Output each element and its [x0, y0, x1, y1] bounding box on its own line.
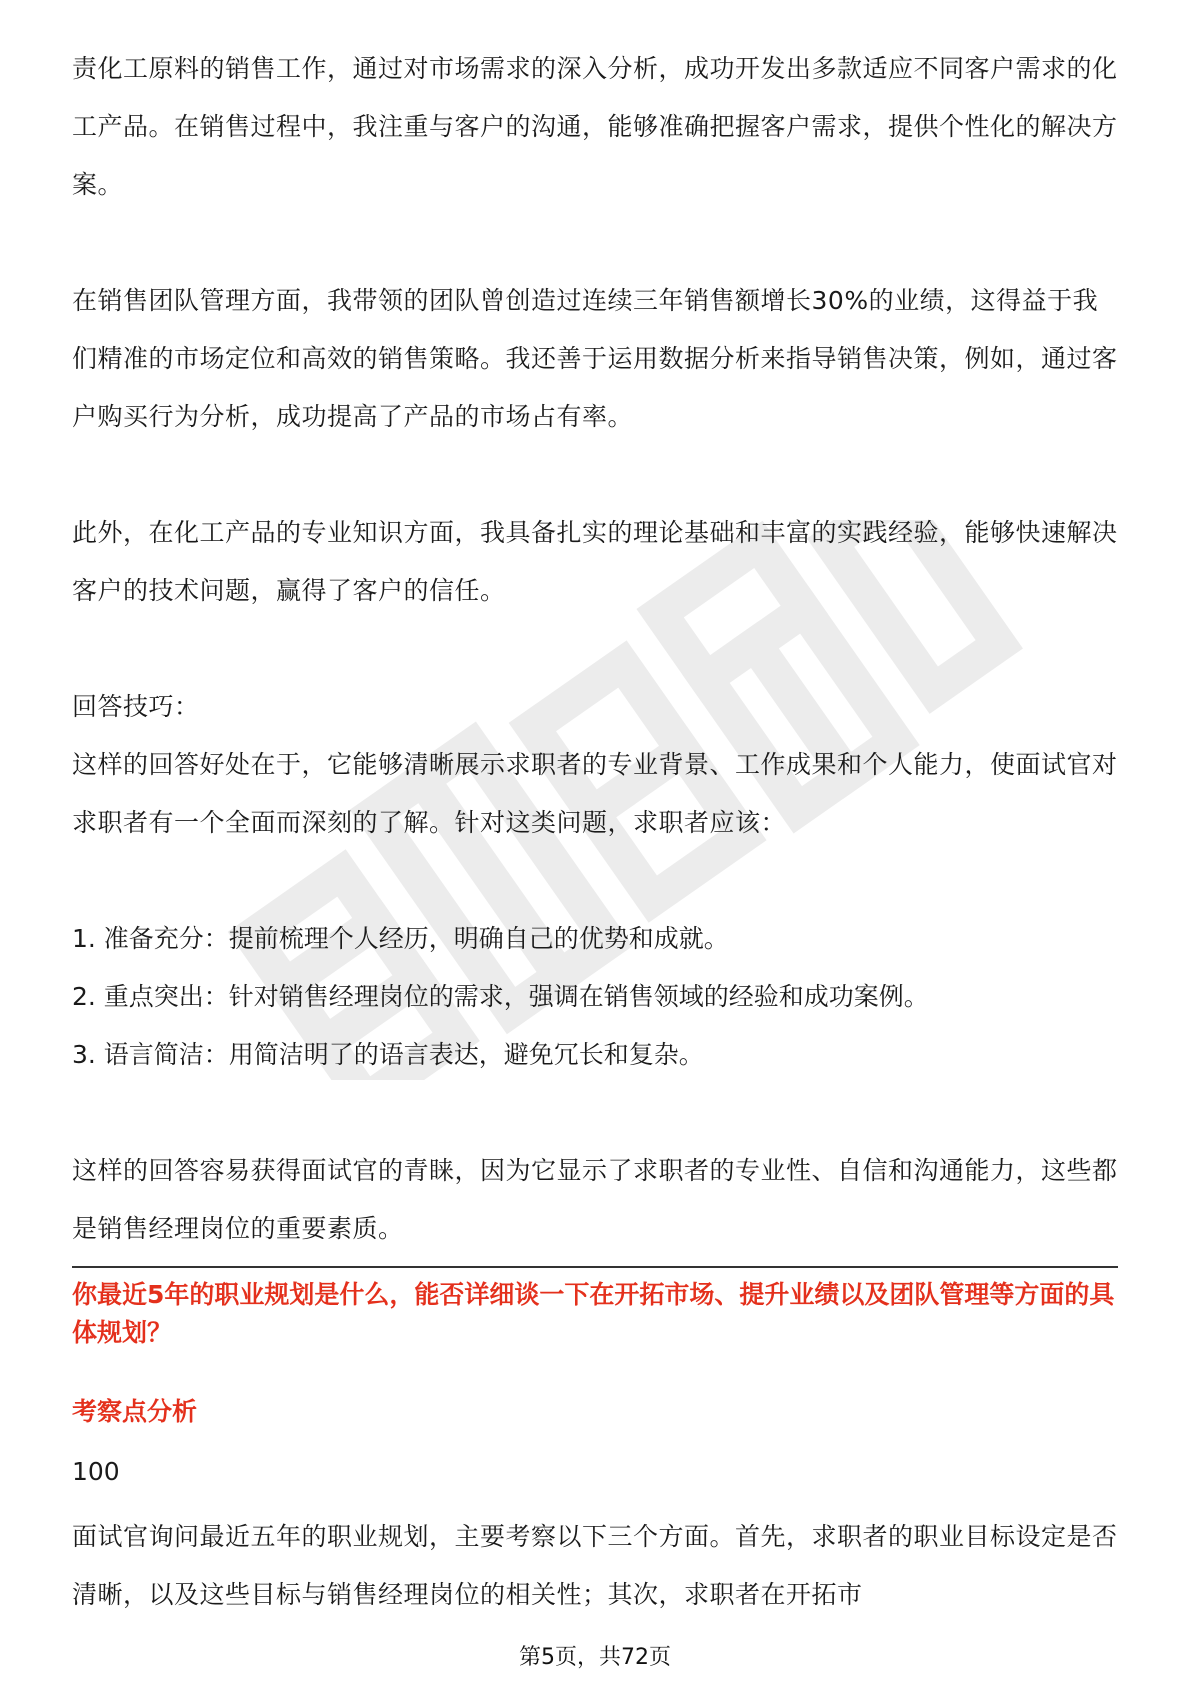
paragraph-1: 责化工原料的销售工作，通过对市场需求的深入分析，成功开发出多款适应不同客户需求的化工产品。在销售过程中，我注重与客户的沟通，能够准确把握客户需求，提供个性化的解决方案。	[72, 54, 1118, 199]
list-item: 2. 重点突出：针对销售经理岗位的需求，强调在销售领域的经验和成功案例。	[72, 982, 929, 1011]
section-title: 考察点分析	[72, 1397, 198, 1426]
page-footer: 第5页，共72页	[519, 1645, 671, 1670]
score-value: 100	[72, 1457, 120, 1486]
paragraph-4: 这样的回答好处在于，它能够清晰展示求职者的专业背景、工作成果和个人能力，使面试官对求职者有一个全面而深刻的了解。针对这类问题，求职者应该：	[72, 750, 1118, 837]
question-heading: 你最近5年的职业规划是什么，能否详细谈一下在开拓市场、提升业绩以及团队管理等方面的具体规划？	[72, 1280, 1115, 1347]
tips-list	[72, 910, 1118, 1084]
body-content	[72, 40, 1118, 1258]
section-divider	[72, 1266, 1118, 1268]
list-item: 1. 准备充分：提前梳理个人经历，明确自己的优势和成就。	[72, 924, 729, 953]
analysis-paragraph: 面试官询问最近五年的职业规划，主要考察以下三个方面。首先，求职者的职业目标设定是否清晰，以及这些目标与销售经理岗位的相关性；其次，求职者在开拓市	[72, 1522, 1118, 1609]
paragraph-5: 这样的回答容易获得面试官的青睐，因为它显示了求职者的专业性、自信和沟通能力，这些都是销售经理岗位的重要素质。	[72, 1156, 1118, 1243]
list-item: 3. 语言简洁：用简洁明了的语言表达，避免冗长和复杂。	[72, 1040, 704, 1069]
tips-label: 回答技巧：	[72, 692, 200, 721]
paragraph-2: 在销售团队管理方面，我带领的团队曾创造过连续三年销售额增长30%的业绩，这得益于我们精准的市场定位和高效的销售策略。我还善于运用数据分析来指导销售决策，例如，通过客户购买行为分析，成功提高了产品的市场占有率。	[72, 286, 1118, 431]
paragraph-3: 此外，在化工产品的专业知识方面，我具备扎实的理论基础和丰富的实践经验，能够快速解决客户的技术问题，赢得了客户的信任。	[72, 518, 1118, 605]
